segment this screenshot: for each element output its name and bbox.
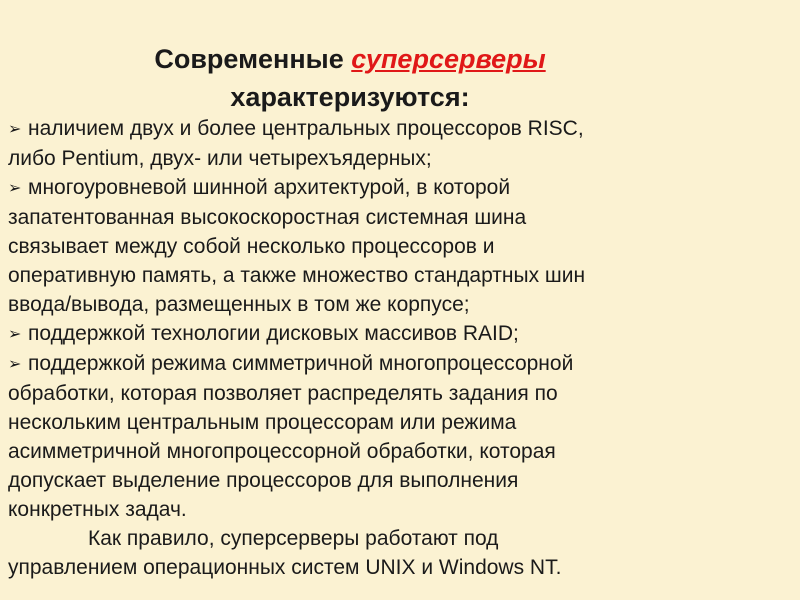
title-accent: суперсерверы	[351, 44, 546, 74]
arrowhead-bullet-icon: ➢	[8, 121, 22, 138]
title-part1: Современные	[154, 44, 352, 74]
text-line: асимметричной многопроцессорной обработки, которая	[8, 440, 556, 463]
arrowhead-bullet-icon: ➢	[8, 326, 22, 343]
arrowhead-bullet-icon: ➢	[8, 180, 22, 197]
text-line: обработки, которая позволяет распределять задания по	[8, 382, 558, 405]
text-line: допускает выделение процессоров для выполнения	[8, 469, 519, 492]
text-line: запатентованная высокоскоростная системная шина	[8, 206, 527, 229]
text-line: связывает между собой несколько процессоров и	[8, 235, 495, 258]
text-line: конкретных задач.	[8, 498, 187, 521]
text-line: ➢ многоуровневой шинной архитектурой, в которой	[8, 173, 698, 203]
text-line: нескольким центральным процессорам или режима	[8, 411, 517, 434]
text-line: Как правило, суперсерверы работают под	[88, 527, 499, 550]
slide-title	[0, 40, 700, 116]
text-line: либо Pentium, двух- или четырехъядерных;	[8, 147, 432, 170]
text-line: ввода/вывода, размещенных в том же корпусе;	[8, 293, 470, 316]
text-line: ➢ поддержкой режима симметричной многопроцессорной	[8, 349, 698, 379]
text-line: оперативную память, а также множество стандартных шин	[8, 264, 586, 287]
text-line: ➢ наличием двух и более центральных процессоров RISC,	[8, 114, 698, 144]
arrowhead-bullet-icon: ➢	[8, 356, 22, 373]
slide-body	[8, 114, 698, 582]
text-line: управлением операционных систем UNIX и Windows NT.	[8, 556, 562, 579]
text-line: ➢ поддержкой технологии дисковых массивов RAID;	[8, 319, 698, 349]
title-line2: характеризуются:	[230, 82, 470, 112]
